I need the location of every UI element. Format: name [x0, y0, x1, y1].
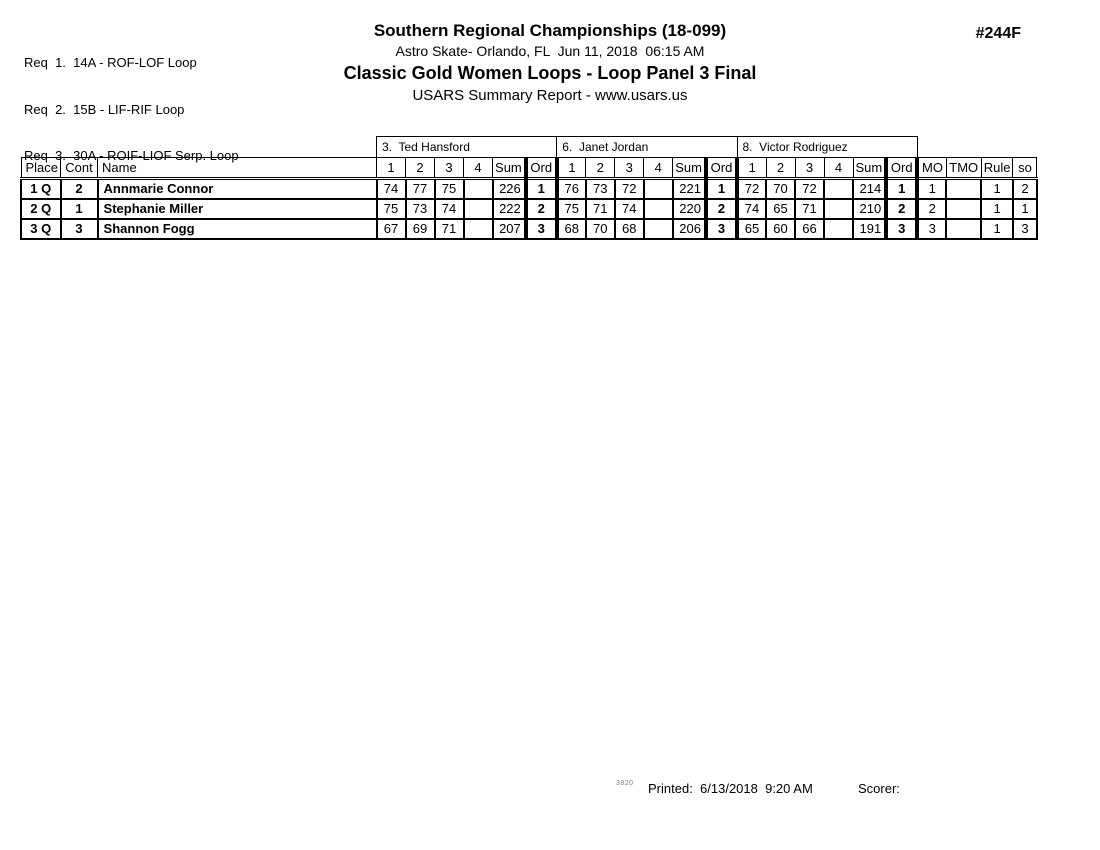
footer-code: 3820 [616, 780, 634, 787]
judge3-sum-cell: 191 [853, 219, 886, 239]
event-number: #244F [975, 25, 1021, 42]
tmo-cell [946, 199, 981, 219]
judge3-score-cell: 74 [737, 199, 766, 219]
column-header-j2-sum: Sum [673, 158, 706, 179]
name-cell: Shannon Fogg [98, 219, 377, 239]
judge1-ord-cell: 1 [526, 179, 557, 199]
judge3-score-cell: 72 [737, 179, 766, 199]
judge3-sum-cell: 214 [853, 179, 886, 199]
tmo-cell [946, 219, 981, 239]
judge-2-name: 6. Janet Jordan [557, 137, 737, 158]
column-header-rule: Rule [981, 158, 1013, 179]
result-row [21, 219, 1037, 239]
mo-cell: 1 [917, 179, 946, 199]
column-header-j3-1: 1 [737, 158, 766, 179]
judge2-ord-cell: 1 [706, 179, 737, 199]
column-header-tmo: TMO [946, 158, 981, 179]
mo-cell: 2 [917, 199, 946, 219]
judge2-ord-cell: 3 [706, 219, 737, 239]
judge2-sum-cell: 220 [673, 199, 706, 219]
judge-header-row [21, 137, 1037, 158]
column-header-j2-ord: Ord [706, 158, 737, 179]
name-cell: Stephanie Miller [98, 199, 377, 219]
requirement-line-3: Req 3. 30A - ROIF-LIOF Serp. Loop [24, 148, 239, 163]
judge3-ord-cell: 2 [886, 199, 917, 219]
column-header-j3-ord: Ord [886, 158, 917, 179]
judge1-ord-cell: 2 [526, 199, 557, 219]
judge2-sum-cell: 221 [673, 179, 706, 199]
judge1-score-cell: 71 [435, 219, 464, 239]
judge2-score-cell: 76 [557, 179, 586, 199]
judge2-score-cell: 68 [615, 219, 644, 239]
tmo-cell [946, 179, 981, 199]
requirement-line-1: Req 1. 14A - ROF-LOF Loop [24, 55, 197, 70]
judge3-score-cell: 60 [766, 219, 795, 239]
judge3-score-cell: 70 [766, 179, 795, 199]
judge-header-spacer-left [21, 137, 377, 158]
rule-cell: 1 [981, 199, 1013, 219]
judge2-score-cell [644, 179, 673, 199]
so-cell: 2 [1013, 179, 1037, 199]
column-header-j2-3: 3 [615, 158, 644, 179]
judge2-score-cell: 70 [586, 219, 615, 239]
column-header-j1-3: 3 [435, 158, 464, 179]
column-header-j1-1: 1 [377, 158, 406, 179]
judge-header-spacer-right [917, 137, 1037, 158]
judge1-score-cell: 75 [435, 179, 464, 199]
judge1-score-cell [464, 199, 493, 219]
result-row [21, 179, 1037, 199]
column-header-j2-2: 2 [586, 158, 615, 179]
judge1-ord-cell: 3 [526, 219, 557, 239]
column-header-j2-1: 1 [557, 158, 586, 179]
judge1-sum-cell: 207 [493, 219, 526, 239]
name-cell: Annmarie Connor [98, 179, 377, 199]
judge2-score-cell: 68 [557, 219, 586, 239]
column-header-j3-4: 4 [824, 158, 853, 179]
event-title: Southern Regional Championships (18-099) [373, 21, 727, 40]
judge3-ord-cell: 3 [886, 219, 917, 239]
judge1-score-cell: 74 [377, 179, 406, 199]
judge3-sum-cell: 210 [853, 199, 886, 219]
judge3-score-cell: 65 [766, 199, 795, 219]
scorer-label: Scorer: [858, 781, 900, 796]
judge1-score-cell [464, 179, 493, 199]
column-header-j3-3: 3 [795, 158, 824, 179]
judge1-score-cell: 75 [377, 199, 406, 219]
event-name: Classic Gold Women Loops - Loop Panel 3 Final [343, 63, 757, 84]
column-header-so: so [1013, 158, 1037, 179]
requirement-line-2: Req 2. 15B - LIF-RIF Loop [24, 101, 185, 117]
title-block [0, 22, 1100, 104]
judge1-score-cell: 77 [406, 179, 435, 199]
cont-cell: 3 [61, 219, 98, 239]
judge3-score-cell: 65 [737, 219, 766, 239]
column-header-cont: Cont [61, 158, 98, 179]
printed-label: Printed: 6/13/2018 9:20 AM [648, 781, 813, 796]
column-header-j1-sum: Sum [493, 158, 526, 179]
column-header-place: Place [21, 158, 61, 179]
column-header-mo: MO [917, 158, 946, 179]
mo-cell: 3 [917, 219, 946, 239]
judge3-score-cell: 72 [795, 179, 824, 199]
rule-cell: 1 [981, 179, 1013, 199]
column-header-name: Name [98, 158, 377, 179]
rule-cell: 1 [981, 219, 1013, 239]
judge1-score-cell: 67 [377, 219, 406, 239]
column-header-j1-ord: Ord [526, 158, 557, 179]
judge3-score-cell [824, 199, 853, 219]
column-header-j1-4: 4 [464, 158, 493, 179]
result-row [21, 199, 1037, 219]
judge2-score-cell [644, 199, 673, 219]
place-cell: 2 Q [21, 199, 61, 219]
venue-line: Astro Skate- Orlando, FL Jun 11, 2018 06:15 AM [395, 42, 705, 59]
judge2-score-cell [644, 219, 673, 239]
judge1-score-cell: 74 [435, 199, 464, 219]
judge2-score-cell: 75 [557, 199, 586, 219]
so-cell: 3 [1013, 219, 1037, 239]
judge3-score-cell [824, 219, 853, 239]
judge2-score-cell: 71 [586, 199, 615, 219]
judge1-sum-cell: 226 [493, 179, 526, 199]
judge-3-name: 8. Victor Rodriguez [737, 137, 917, 158]
cont-cell: 2 [61, 179, 98, 199]
judge-1-name: 3. Ted Hansford [377, 137, 557, 158]
place-cell: 1 Q [21, 179, 61, 199]
judge1-sum-cell: 222 [493, 199, 526, 219]
report-line: USARS Summary Report - www.usars.us [412, 86, 688, 104]
judge2-sum-cell: 206 [673, 219, 706, 239]
place-cell: 3 Q [21, 219, 61, 239]
judge1-score-cell [464, 219, 493, 239]
column-header-row [21, 158, 1037, 179]
judge1-score-cell: 73 [406, 199, 435, 219]
column-header-j1-2: 2 [406, 158, 435, 179]
judge2-score-cell: 74 [615, 199, 644, 219]
so-cell: 1 [1013, 199, 1037, 219]
cont-cell: 1 [61, 199, 98, 219]
judge3-score-cell: 71 [795, 199, 824, 219]
judge2-score-cell: 73 [586, 179, 615, 199]
results-body [21, 179, 1037, 239]
column-header-j2-4: 4 [644, 158, 673, 179]
column-header-j3-2: 2 [766, 158, 795, 179]
judge2-ord-cell: 2 [706, 199, 737, 219]
judge3-ord-cell: 1 [886, 179, 917, 199]
column-header-j3-sum: Sum [853, 158, 886, 179]
judge3-score-cell [824, 179, 853, 199]
judge1-score-cell: 69 [406, 219, 435, 239]
judge2-score-cell: 72 [615, 179, 644, 199]
judge3-score-cell: 66 [795, 219, 824, 239]
results-table [20, 136, 1038, 240]
